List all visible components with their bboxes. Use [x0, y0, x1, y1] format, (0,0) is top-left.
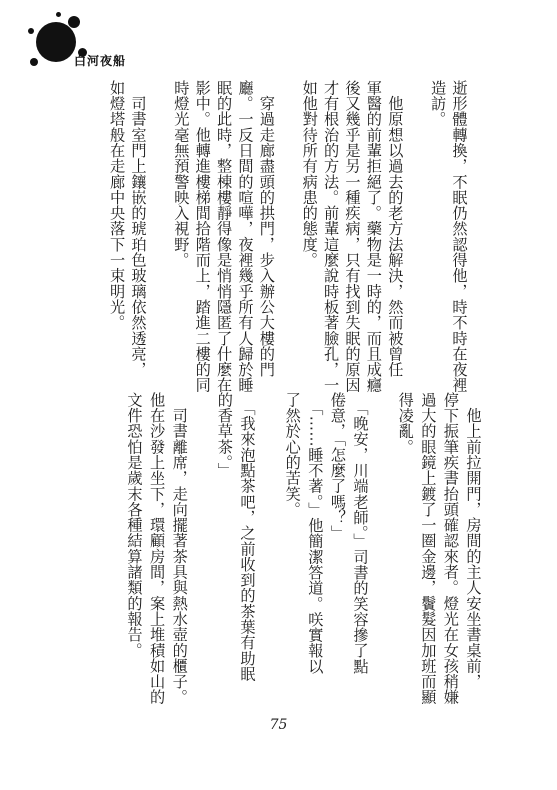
ink-splatter	[68, 16, 80, 28]
text-line: 廳。一反日間的喧嘩，夜裡幾乎所有人歸於睡	[236, 80, 255, 393]
ink-blot-logo	[36, 22, 76, 62]
text-line: 他原想以過去的老方法解決，然而被曾任	[386, 80, 405, 378]
text-line: 如燈塔般在走廊中央落下一束明光。	[108, 80, 127, 331]
text-line: 「晚安，川端老師。」司書的笑容摻了點	[351, 392, 370, 675]
text-line: 他上前拉開門，房間的主人安坐書桌前，	[464, 392, 483, 690]
text-line: 他在沙發上坐下，環顧房間，案上堆積如山的	[148, 392, 167, 705]
text-line: 的香草茶。」	[215, 392, 234, 479]
text-line: 才有根治的方法。前輩這麼說時板著臉孔，一	[322, 80, 341, 393]
text-line: 停下振筆疾書抬頭確認來者。燈光在女孩稍嫌	[441, 392, 460, 705]
text-line: 司書室門上鑲嵌的琥珀色玻璃依然透亮，	[129, 80, 148, 378]
text-line: 得凌亂。	[396, 392, 415, 455]
page-number: 75	[269, 717, 288, 733]
text-line: 「……睡不著。」他簡潔答道。咲實報以	[306, 392, 325, 675]
ink-splatter	[28, 28, 34, 34]
text-line: 逝形體轉換，不眠仍然認得他，時不時在夜裡	[450, 80, 469, 393]
text-line: 軍醫的前輩拒絕了。藥物是一時的，而且成癮	[364, 80, 383, 393]
text-line: 文件恐怕是歲末各種結算諸類的報告。	[125, 392, 144, 659]
text-line: 如他對待所有病患的態度。	[300, 80, 319, 268]
text-line: 時燈光毫無預警映入視野。	[172, 80, 191, 268]
text-line: 倦意，「怎麼了嗎？」	[328, 392, 347, 541]
text-line: 司書離席，走向擺著茶具與熱水壺的櫃子。	[170, 392, 189, 705]
book-title: 白河夜船	[74, 54, 127, 68]
text-line: 眠的此時，整棟樓靜得像是悄悄隱匿了什麼在	[215, 80, 234, 393]
text-line: 影中。他轉進樓梯間拾階而上，踏進二樓的同	[193, 80, 212, 393]
text-line: 過大的眼鏡上鍍了一圈金邊，鬢髮因加班而顯	[419, 392, 438, 705]
text-line: 後又幾乎是另一種疾病，只有找到失眠的原因	[343, 80, 362, 393]
text-line: 了然於心的苦笑。	[283, 392, 302, 518]
text-line: 造訪。	[429, 80, 448, 127]
text-line: 穿過走廊盡頭的拱門，步入辦公大樓的門	[257, 80, 276, 378]
ink-splatter	[56, 12, 61, 17]
text-line: 「我來泡點茶吧，之前收到的茶葉有助眠	[238, 392, 257, 682]
ink-splatter	[30, 58, 38, 66]
